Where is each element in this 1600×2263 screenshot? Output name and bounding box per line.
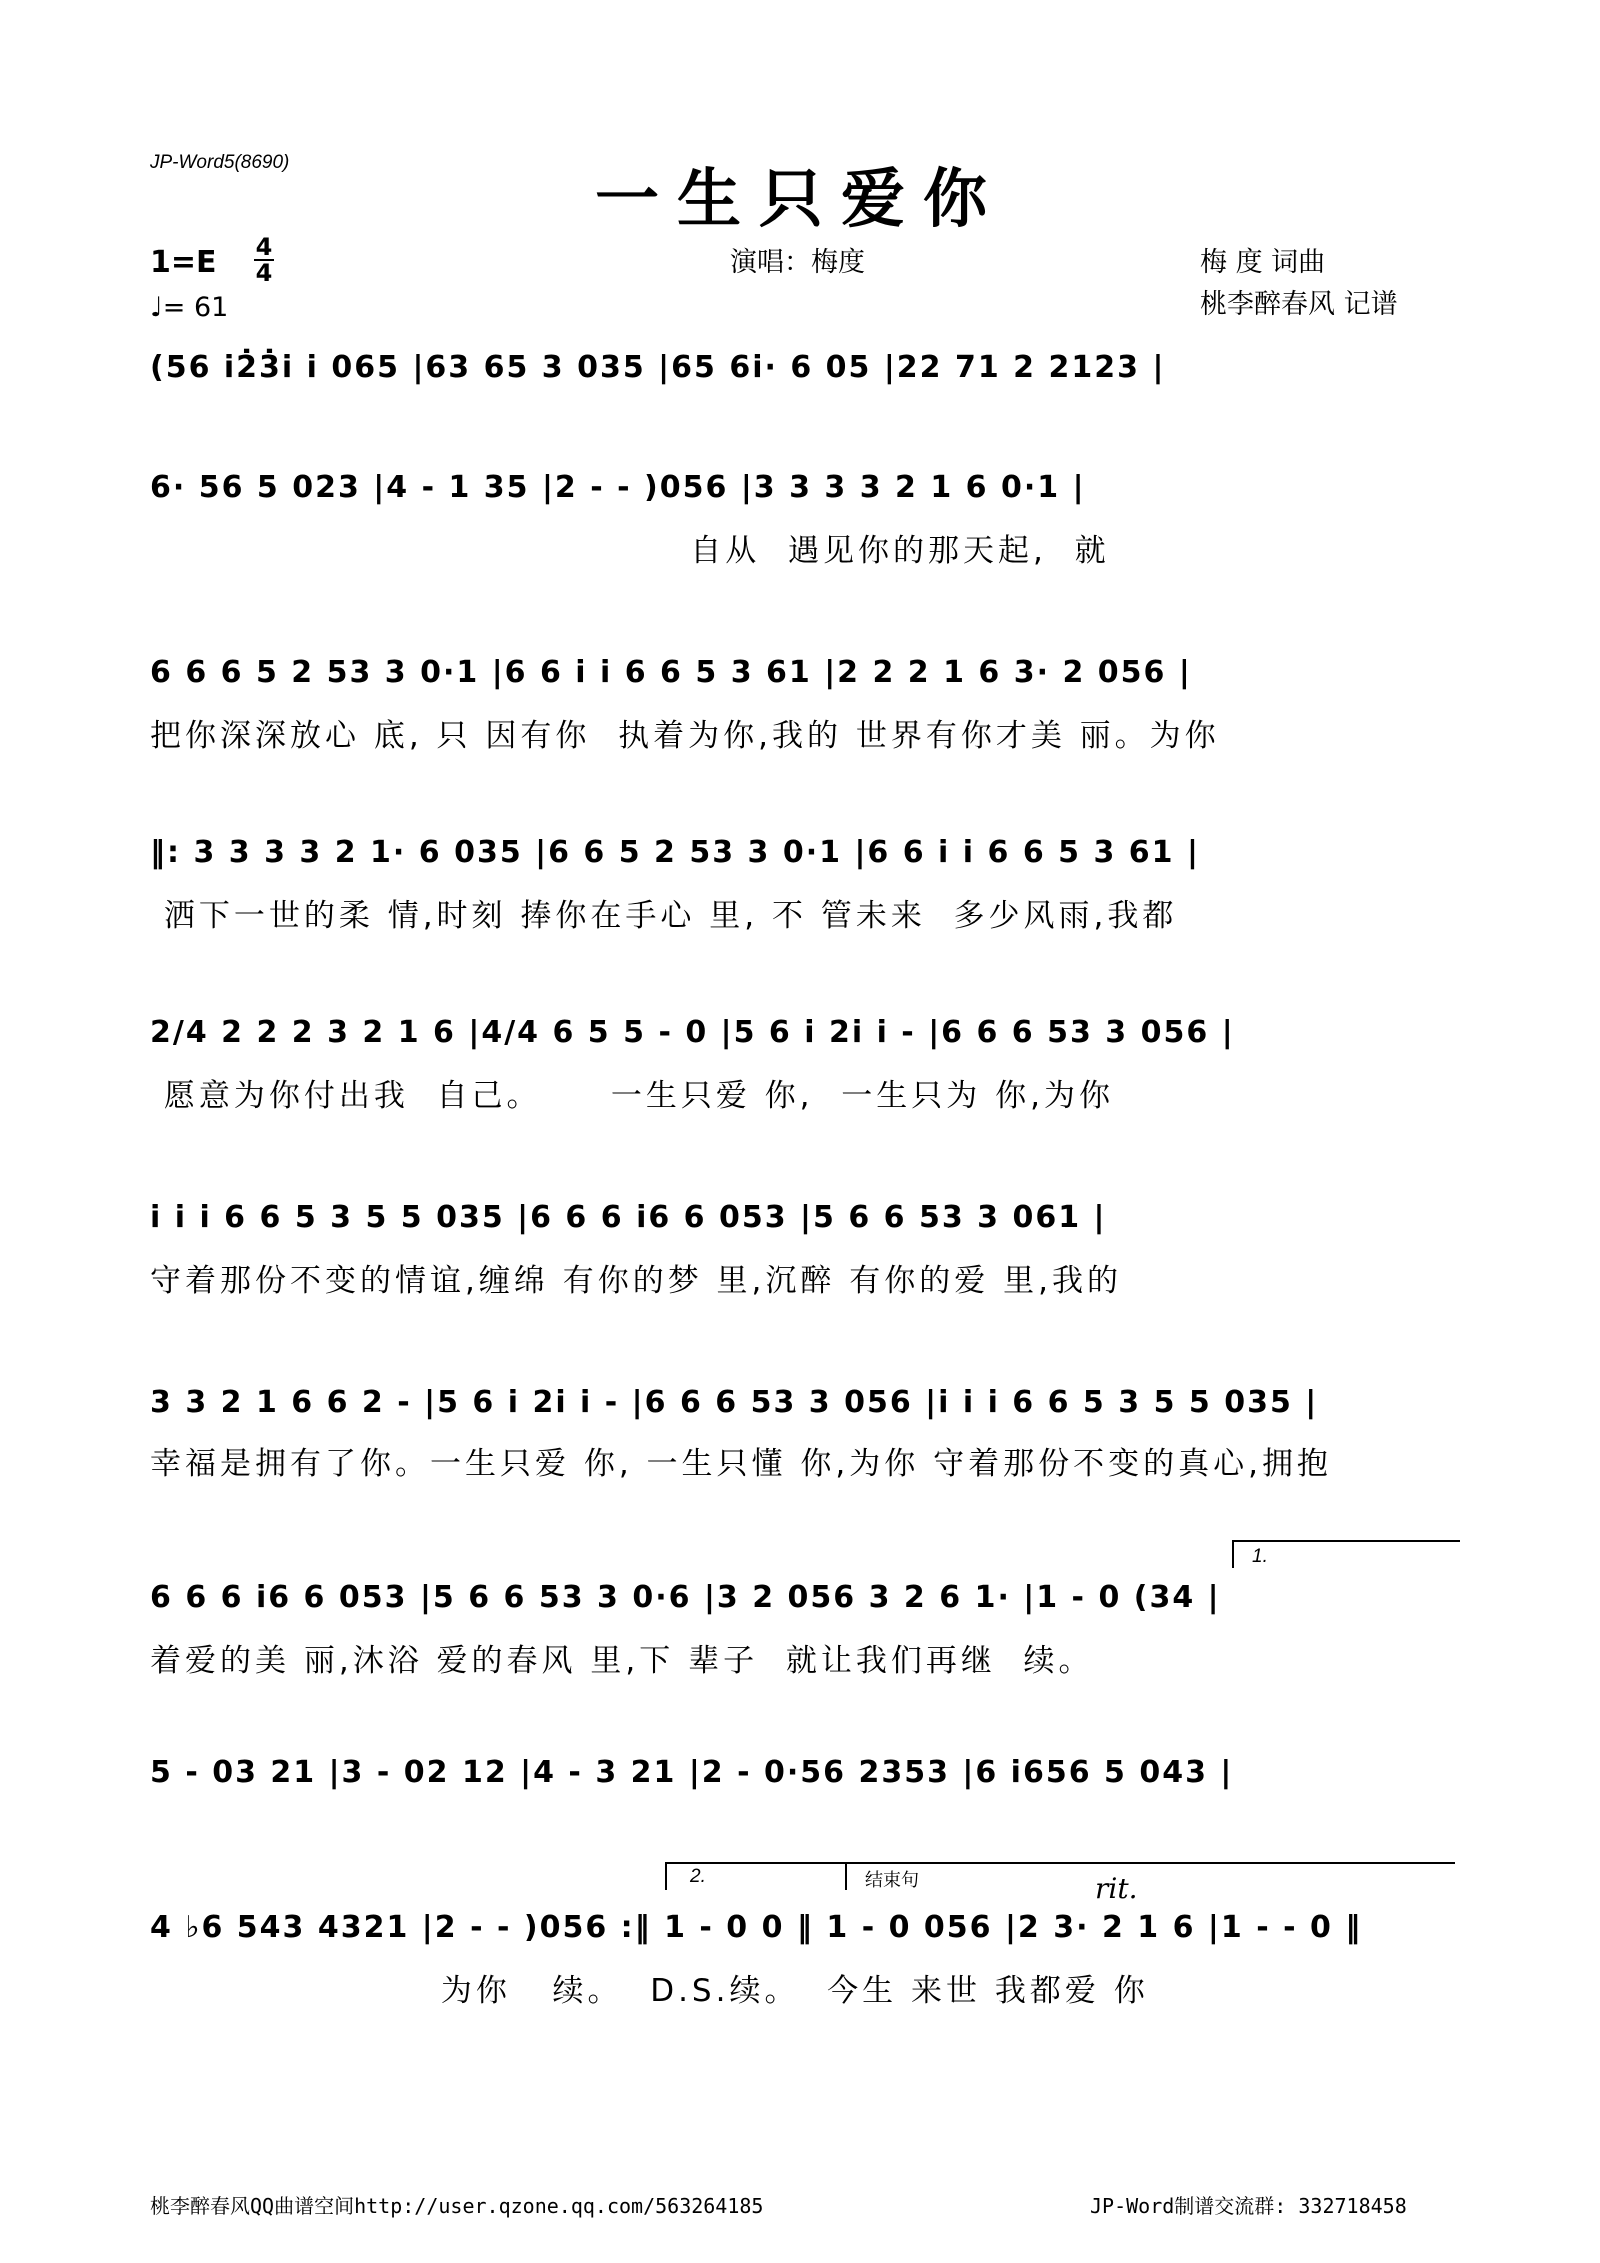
lyric-line: 着爱的美 丽,沐浴 爱的春风 里,下 辈子 就让我们再继 续。 (150, 1643, 1094, 1679)
lyricist-credit: 梅 度 词曲 (1200, 247, 1326, 278)
footer-left: 桃李醉春风QQ曲谱空间http://user.qzone.qq.com/563264185 (150, 2194, 764, 2218)
footer-right: JP-Word制谱交流群: 332718458 (1090, 2194, 1407, 2218)
notation-row: 6 6 6 i6 6 053 |5 6 6 53 3 0·6 |3 2 056 3 2 6 1· |1 - 0 (34 | (150, 1580, 1221, 1615)
ritardando-mark: rit. (1095, 1872, 1138, 1905)
volta-second: 2. (690, 1866, 706, 1887)
end-phrase-label: 结束句 (865, 1870, 919, 1890)
software-tag: JP-Word5(8690) (150, 152, 290, 173)
key-signature: 1=E (150, 245, 217, 280)
notation-row: 5 - 03 21 |3 - 02 12 |4 - 3 21 |2 - 0·56 2353 |6 i656 5 043 | (150, 1755, 1234, 1790)
notation-row: 6 6 6 5 2 53 3 0·1 |6 6 i i 6 6 5 3 61 |2 2 2 1 6 3· 2 056 | (150, 655, 1192, 690)
lyric-line: 幸福是拥有了你。一生只爱 你, 一生只懂 你,为你 守着那份不变的真心,拥抱 (150, 1446, 1332, 1482)
page-title: 一生只爱你 (595, 162, 1005, 237)
notation-row: 6· 56 5 023 |4 - 1 35 |2 - - )056 |3 3 3 3 2 1 6 0·1 | (150, 470, 1086, 505)
lyric-line: 洒下一世的柔 情,时刻 捧你在手心 里, 不 管未来 多少风雨,我都 (150, 898, 1178, 934)
notation-row: (56 i2̇3̇i i 065 |63 65 3 035 |65 6i· 6 05 |22 71 2 2123 | (150, 350, 1166, 385)
singer-credit: 演唱：梅度 (730, 247, 865, 278)
notation-row: 4 ♭6 543 4321 |2 - - )056 :‖ 1 - 0 0 ‖ 1 - 0 056 |2 3· 2 1 6 |1 - - 0 ‖ (150, 1910, 1363, 1945)
notation-row: 2/4 2 2 2 3 2 1 6 |4/4 6 5 5 - 0 |5 6 i 2i i - |6 6 6 53 3 056 | (150, 1015, 1235, 1050)
time-signature: 4 4 (255, 233, 273, 287)
tempo-marking: ♩= 61 (150, 292, 229, 323)
lyric-line: 守着那份不变的情谊,缠绵 有你的梦 里,沉醉 有你的爱 里,我的 (150, 1263, 1122, 1299)
lyric-line: 愿意为你付出我 自己。 一生只爱 你, 一生只为 你,为你 (150, 1078, 1114, 1114)
transcriber-credit: 桃李醉春风 记谱 (1200, 289, 1398, 320)
lyric-line: 自从 遇见你的那天起, 就 (150, 533, 1110, 569)
lyric-line: 为你 续。 D.S.续。 今生 来世 我都爱 你 (150, 1973, 1149, 2009)
notation-row: i i i 6 6 5 3 5 5 035 |6 6 6 i6 6 053 |5 6 6 53 3 061 | (150, 1200, 1107, 1235)
lyric-line: 把你深深放心 底, 只 因有你 执着为你,我的 世界有你才美 丽。为你 (150, 718, 1220, 754)
volta-first: 1. (1252, 1546, 1268, 1567)
notation-row: 3 3 2 1 6 6 2 - |5 6 i 2i i - |6 6 6 53 3 056 |i i i 6 6 5 3 5 5 035 | (150, 1385, 1319, 1420)
notation-row: ‖: 3 3 3 3 2 1· 6 035 |6 6 5 2 53 3 0·1 |6 6 i i 6 6 5 3 61 | (150, 835, 1200, 870)
